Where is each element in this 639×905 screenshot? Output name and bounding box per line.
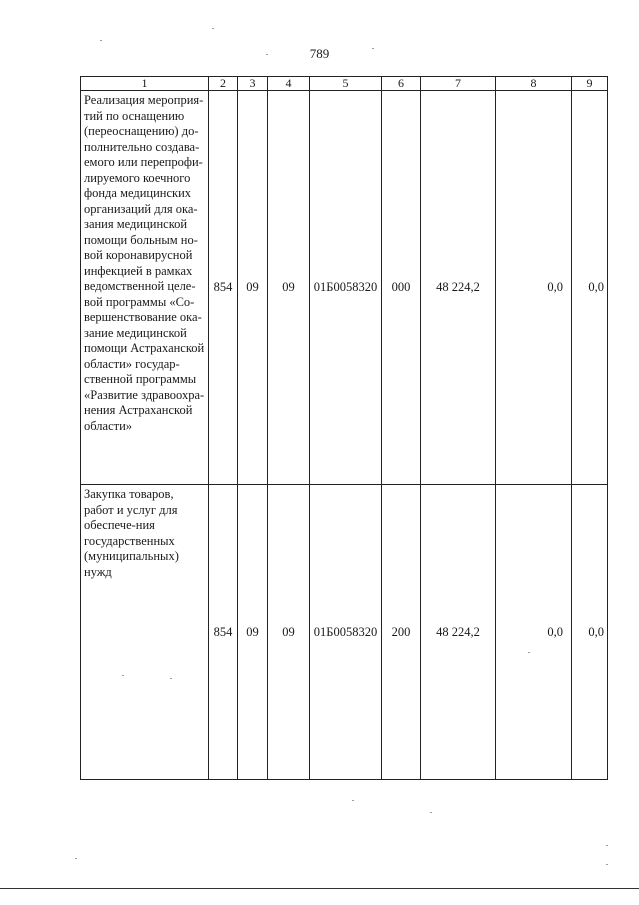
cell-code: 854 [209,485,238,780]
scan-speck [100,40,102,41]
table-row [81,485,608,780]
cell-section: 09 [238,485,268,780]
scan-speck [528,652,530,653]
header-col-9: 9 [572,77,608,91]
cell-section: 09 [238,91,268,485]
scan-speck [606,864,608,865]
cell-amount-2: 0,0 [496,91,572,485]
cell-amount-1: 48 224,2 [421,485,496,780]
cell-code: 854 [209,91,238,485]
scan-speck [606,845,608,846]
scan-speck [352,800,354,801]
scan-speck [266,54,268,55]
cell-amount-3: 0,0 [572,485,608,780]
table-row [81,91,608,485]
scan-speck [75,858,77,859]
header-col-4: 4 [268,77,310,91]
scan-speck [212,28,214,29]
budget-table [80,76,608,780]
cell-amount-1: 48 224,2 [421,91,496,485]
row-description: Закупка товаров, работ и услуг для обеспече-ния государственных (муниципальных) нужд [81,485,209,780]
cell-target-article: 01Б0058320 [310,91,382,485]
cell-target-article: 01Б0058320 [310,485,382,780]
header-col-5: 5 [310,77,382,91]
cell-subsection: 09 [268,91,310,485]
header-col-3: 3 [238,77,268,91]
scan-speck [430,812,432,813]
cell-amount-3: 0,0 [572,91,608,485]
cell-expense-type: 200 [382,485,421,780]
scan-speck [170,678,172,679]
cell-subsection: 09 [268,485,310,780]
scan-speck [372,48,374,49]
header-col-8: 8 [496,77,572,91]
header-col-6: 6 [382,77,421,91]
scan-speck [122,675,124,676]
page-bottom-rule [0,888,639,889]
page-number: 789 [309,46,330,61]
header-col-1: 1 [81,77,209,91]
cell-expense-type: 000 [382,91,421,485]
header-col-7: 7 [421,77,496,91]
row-description: Реализация мероприя-тий по оснащению (переоснащению) до-полнительно создава-емого или перепрофи-лируемого коечного фонда медицинских организаций для ока-зания медицинской помощи больным но-вой коронавирусной инфекцией в рамках ведомственной целе-вой программы «Со-вершенствование ока-зание медицинской помощи Астраханской области» государ-ственной программы «Развитие здравоохра-нения Астраханской области» [81,91,209,485]
cell-amount-2: 0,0 [496,485,572,780]
header-row [81,77,608,91]
header-col-2: 2 [209,77,238,91]
